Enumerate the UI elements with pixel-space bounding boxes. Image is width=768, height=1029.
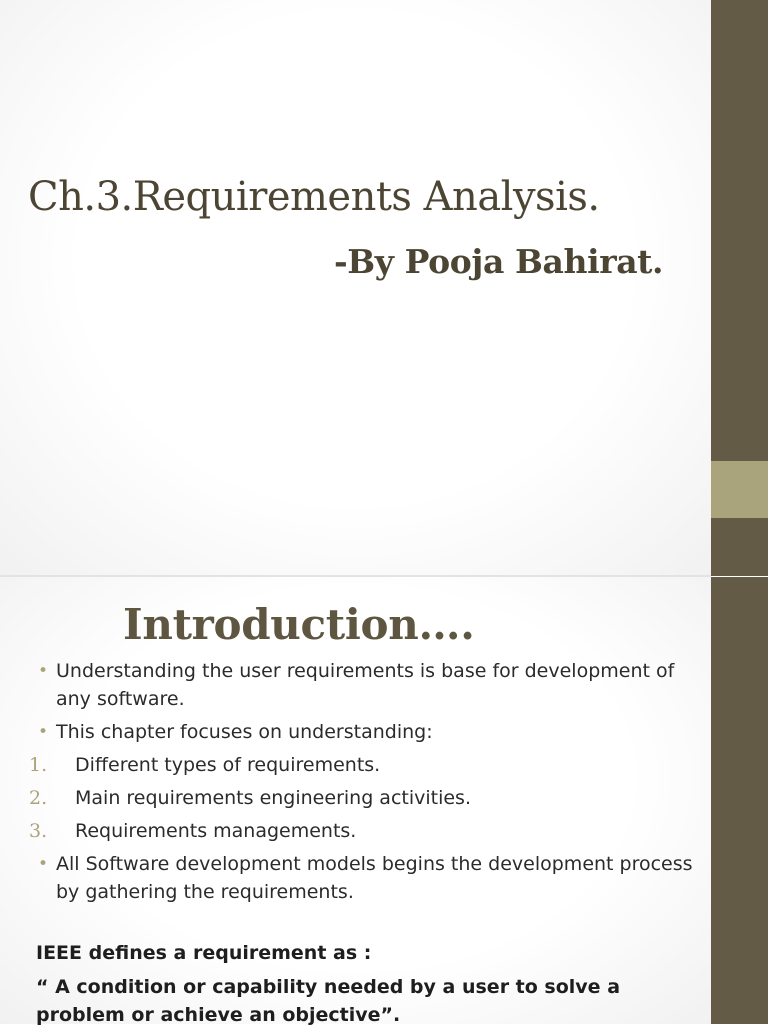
slide-subtitle: -By Pooja Bahirat. [334, 242, 664, 281]
bullet-icon: • [38, 854, 49, 874]
numbered-item [0, 784, 700, 812]
side-rail-bottom [711, 577, 768, 1024]
bullet-item [0, 850, 700, 906]
intro-content [0, 657, 700, 1029]
side-rail-accent [711, 461, 768, 518]
bullet-item [0, 657, 700, 713]
numbered-item [0, 817, 700, 845]
item-number: 2. [29, 787, 48, 809]
requirement-quote: “ A condition or capability needed by a user to solve a problem or achieve an objective”. [36, 976, 621, 1026]
bullet-item [0, 718, 700, 746]
bullet-icon: • [38, 661, 49, 681]
numbered-text: Main requirements engineering activities. [75, 787, 471, 809]
spacer [0, 911, 700, 939]
item-number: 1. [29, 754, 48, 776]
item-number: 3. [29, 820, 48, 842]
numbered-text: Requirements managements. [75, 820, 357, 842]
intro-heading: Introduction…. [123, 600, 475, 649]
numbered-item [0, 751, 700, 779]
bullet-text: Understanding the user requirements is base for development of any software. [56, 660, 675, 710]
slide-title: Ch.3.Requirements Analysis. [28, 174, 600, 220]
ieee-definition-label: IEEE defines a requirement as : [36, 942, 372, 964]
bullet-text: All Software development models begins the development process by gathering the requirements. [56, 853, 693, 903]
bullet-text: This chapter focuses on understanding: [56, 721, 433, 743]
bullet-icon: • [38, 722, 49, 742]
numbered-text: Different types of requirements. [75, 754, 381, 776]
